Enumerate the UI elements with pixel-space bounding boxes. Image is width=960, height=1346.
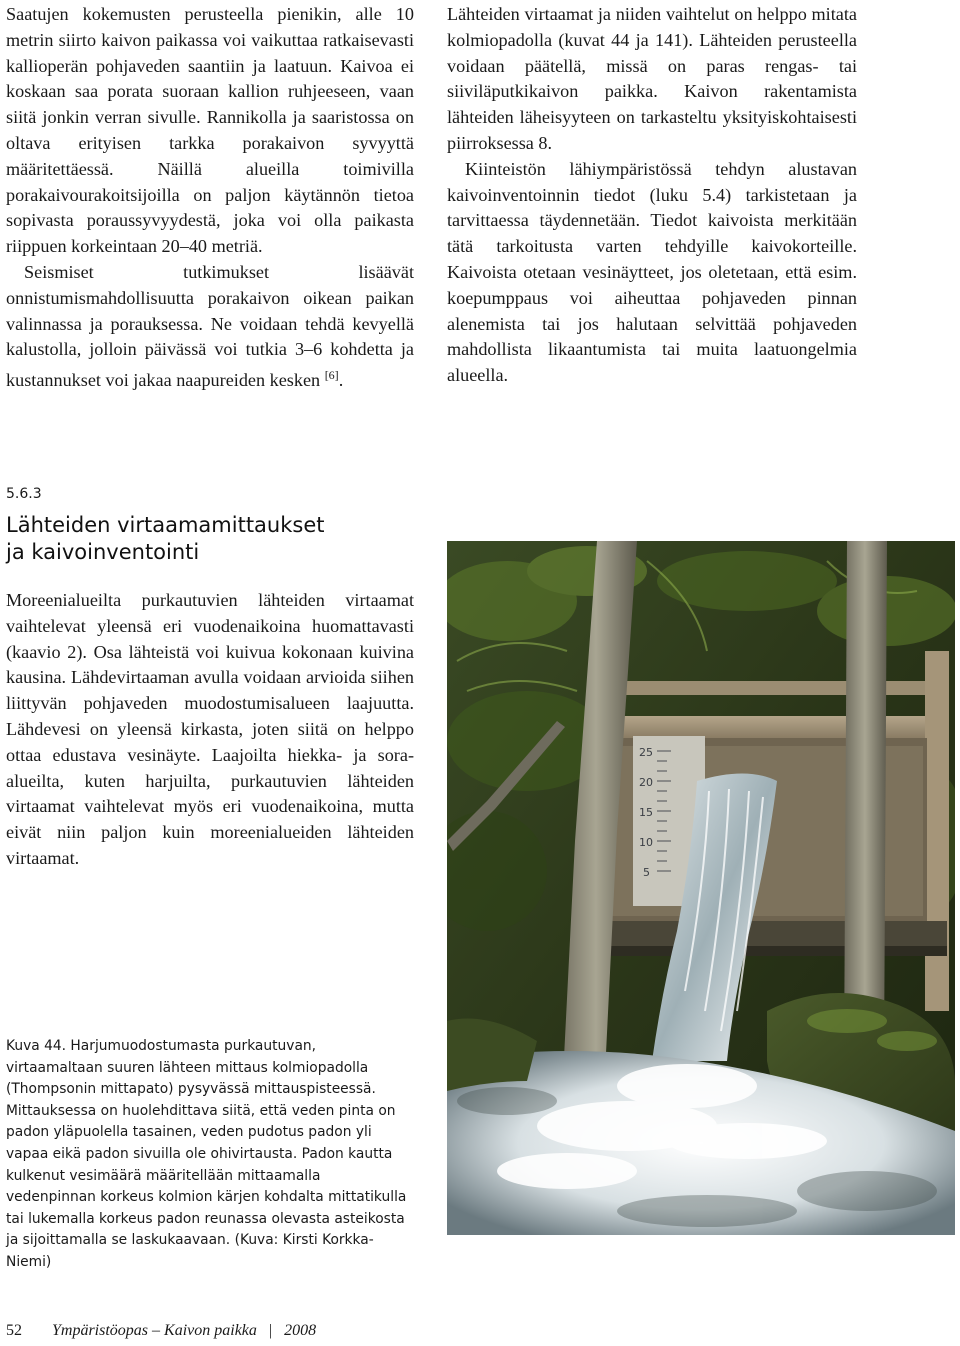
page-footer <box>6 1322 316 1340</box>
heading-line: Lähteiden virtaamamittaukset <box>6 513 325 537</box>
section-body <box>6 588 414 872</box>
body-paragraph <box>6 260 414 394</box>
scale-label: 5 <box>643 866 650 879</box>
publication-subtitle: Kaivon paikka <box>164 1322 257 1339</box>
section-number: 5.6.3 <box>6 486 42 502</box>
left-column-top <box>6 2 414 394</box>
body-paragraph: Lähteiden virtaamat ja niiden vaihtelut on helppo mitata kolmiopadolla (kuvat 44 ja 141). Lähteiden perusteella voidaan päätellä, missä on paras rengas- tai siiviläputkikaivon paikka. Kaivon rakentamista lähteiden läheisyyteen on tarkasteltu yksityiskohtaisesti piirroksessa 8. <box>447 4 857 153</box>
title-dash: – <box>152 1322 161 1339</box>
publication-year: 2008 <box>284 1322 317 1339</box>
paragraph-end: . <box>338 370 344 391</box>
right-column-top <box>447 2 857 389</box>
footer-separator: | <box>268 1322 273 1339</box>
paragraph-text: Seismiset tutkimukset lisäävät onnistumismahdollisuutta porakaivon oikean paikan valinnassa ja porauksessa. Ne voidaan tehdä kevyellä kalustolla, jolloin päivässä voi tutkia 3–6 kohdetta ja kustannukset voi jakaa naapureiden kesken <box>6 261 414 391</box>
scale-label: 20 <box>639 776 653 789</box>
reference-marker: [6] <box>324 368 339 383</box>
scale-label: 15 <box>639 806 653 819</box>
publication-title: Ympäristöopas <box>52 1322 149 1339</box>
figure-caption: Kuva 44. Harjumuodostumasta purkautuvan, virtaamaltaan suuren lähteen mittaus kolmiopadolla (Thompsonin mittapato) pysyvässä mittauspisteessä. Mittauksessa on huolehdittava siitä, että veden pinta on padon yläpuolella tasainen, veden pudotus padon yli vapaa eikä padon sivuilla ole ohivirtausta. Padon kautta kulkenut vesimäärä määritellään mittaamalla vedenpinnan korkeus kolmion kärjen kohdalta mittatikulla tai lukemalla korkeus padon reunassa olevasta asteikosta ja sijoittamalla se laskukaavaan. (Kuva: Kirsti Korkka-Niemi) <box>6 1038 407 1270</box>
scale-label: 10 <box>639 836 653 849</box>
section-heading <box>6 512 426 566</box>
scale-label: 25 <box>639 746 653 759</box>
weir-photo <box>447 541 955 1235</box>
photo-illustration <box>447 541 955 1235</box>
page-number: 52 <box>6 1322 22 1339</box>
body-paragraph: Moreenialueilta purkautuvien lähteiden virtaamat vaihtelevat yleensä eri vuodenaikoina huomattavasti (kaavio 2). Osa lähteistä voi kuivua kokonaan kuivina kausina. Lähdevirtaaman avulla voidaan arvioida siihen liittyvän pohjaveden muodostumisalueen laajuutta. Lähdevesi on yleensä kirkasta, joten siitä on helppo ottaa edustava vesinäyte. Laajoilta hiekka- ja sora-alueilta, kuten harjuilta, purkautuvien lähteiden virtaamat vaihtelevat myös eri vuodenaikoina, mutta eivät niin paljon kuin moreenialueiden lähteiden virtaamat. <box>6 590 414 868</box>
body-paragraph: Kiinteistön lähiympäristössä tehdyn alustavan kaivoinventoinnin tiedot (luku 5.4) tarkistetaan ja tarvittaessa täydennetään. Tiedot kaivoista merkitään tätä tarkoitusta varten tehdyille kaivokorteille. Kaivoista otetaan vesinäytteet, jos oletetaan, että esim. koepumppaus voi aiheuttaa pohjaveden pinnan alenemista tai jos halutaan selvittää pohjaveden mahdollista likaantumista tai muita laatuongelmia alueella. <box>447 158 857 386</box>
body-paragraph: Saatujen kokemusten perusteella pienikin, alle 10 metrin siirto kaivon paikassa voi vaikuttaa ratkaisevasti kallioperän pohjaveden saantiin ja laatuun. Kaivoa ei koskaan saa porata suoraan kallion ruhjeeseen, vaan siitä jonkin verran sivulle. Rannikolla ja saaristossa on oltava erityisen tarkka porakaivon syvyyttä määritettäessä. Näillä alueilla toimivilla porakaivourakoitsijoilla on paljon käytännön tietoa sopivasta poraussyvyydestä, joka voi olla paikasta riippuen korkeintaan 20–40 metriä. <box>6 4 414 257</box>
heading-line: ja kaivoinventointi <box>6 540 200 564</box>
